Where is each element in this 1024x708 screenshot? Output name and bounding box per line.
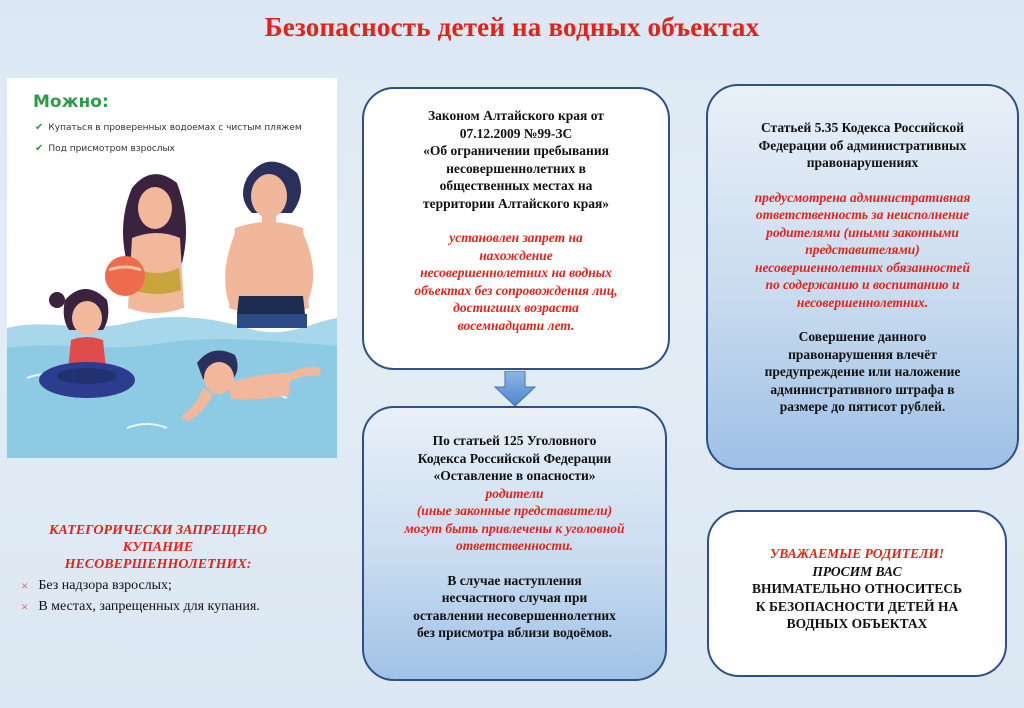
criminal-responsibility-text: родители (иные законные представители) могут быть привлечены к уголовной ответственности.	[404, 485, 625, 553]
law-altai-box	[362, 87, 670, 370]
allowed-title: Можно:	[33, 92, 109, 112]
law-text: Законом Алтайского края от 07.12.2009 №99-ЗС «Об ограничении пребывания несовершеннолетних в общественных местах на территории Алтайского края»	[422, 108, 610, 211]
appeal-text: ВНИМАТЕЛЬНО ОТНОСИТЕСЬ К БЕЗОПАСНОСТИ ДЕТЕЙ НА ВОДНЫХ ОБЪЕКТАХ	[751, 581, 963, 631]
parents-appeal-box	[707, 510, 1007, 677]
forbidden-title: КАТЕГОРИЧЕСКИ ЗАПРЕЩЕНО КУПАНИЕ НЕСОВЕРШЕННОЛЕТНИХ:	[48, 523, 268, 572]
admin-responsibility-text: предусмотрена административная ответственность за неисполнение родителями (иными законными представителями) несовершеннолетних обязанностей по содержанию и воспитанию и несовершеннолетних.	[754, 189, 971, 310]
swimming-family-illustration	[7, 78, 337, 458]
allowed-item: ✔ Купаться в проверенных водоемах с чистым пляжем	[35, 122, 302, 133]
administrative-code-box	[706, 84, 1019, 470]
admin-law-text: Статьей 5.35 Кодекса Российской Федерации об административных правонарушениях	[758, 120, 967, 170]
appeal-request: ПРОСИМ ВАС	[812, 563, 902, 579]
appeal-heading: УВАЖАЕМЫЕ РОДИТЕЛИ!	[769, 546, 945, 561]
woman-figure	[105, 174, 186, 313]
forbidden-item: × Без надзора взрослых;	[21, 578, 172, 593]
allowed-item: ✔ Под присмотром взрослых	[35, 143, 175, 154]
cross-icon: ×	[21, 578, 29, 593]
criminal-law-text: По статьей 125 Уголовного Кодекса Российской Федерации «Оставление в опасности»	[417, 433, 612, 483]
ban-text: установлен запрет на нахождение несовершеннолетних на водных объектах без сопровождения лиц, достигших возраста восемнадцати лет.	[414, 230, 618, 333]
arrow-down-icon	[493, 371, 537, 407]
forbidden-section	[18, 522, 298, 615]
illustration-panel	[7, 78, 337, 458]
checkmark-icon: ✔	[35, 122, 44, 133]
forbidden-item: × В местах, запрещенных для купания.	[21, 599, 260, 614]
checkmark-icon: ✔	[35, 143, 44, 154]
cross-icon: ×	[21, 599, 29, 614]
page-title: Безопасность детей на водных объектах	[264, 12, 760, 42]
man-figure	[225, 162, 313, 328]
admin-penalty-text: Совершение данного правонарушения влечёт предупреждение или наложение административного штрафа в размере до пятисот рублей.	[764, 329, 961, 414]
accident-text: В случае наступления несчастного случая при оставлении несовершеннолетних без присмотра вблизи водоёмов.	[413, 572, 616, 640]
criminal-code-box	[362, 406, 667, 681]
